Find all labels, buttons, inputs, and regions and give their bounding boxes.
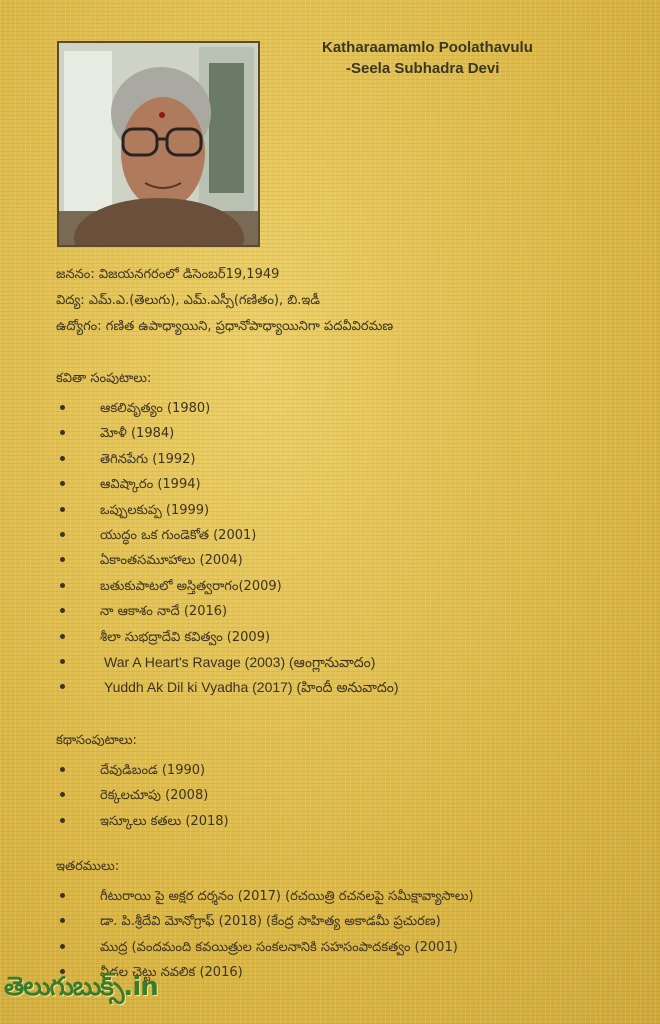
- author-name: -Seela Subhadra Devi: [346, 60, 500, 77]
- bullet-icon: [60, 634, 65, 639]
- bullet-icon: [60, 684, 65, 689]
- poetry-heading: కవితా సంపుటాలు:: [56, 371, 152, 386]
- site-watermark: తెలుగుబుక్స్.in: [4, 972, 158, 1002]
- list-item: ఏకాంతసమూహాలు (2004): [56, 548, 646, 573]
- list-item: ముద్ర (వందమంది కవయిత్రుల సంకలనానికి సహసంపాదకత్వం (2001): [56, 935, 646, 960]
- education-line: విద్య: ఎమ్.ఎ.(తెలుగు), ఎమ్.ఎస్సీ(గణితం), బి.ఇడీ: [56, 293, 320, 308]
- list-item: ఆవిష్కారం (1994): [56, 472, 646, 497]
- bullet-icon: [60, 767, 65, 772]
- list-item: War A Heart's Ravage (2003) (ఆంగ్లానువాదం): [56, 650, 646, 675]
- bullet-icon: [60, 608, 65, 613]
- bullet-icon: [60, 893, 65, 898]
- bullet-icon: [60, 430, 65, 435]
- others-heading: ఇతరములు:: [56, 859, 120, 874]
- bullet-icon: [60, 659, 65, 664]
- poetry-section: [56, 368, 646, 701]
- bullet-icon: [60, 583, 65, 588]
- list-item: బతుకుపాటలో అస్తిత్వరాగం(2009): [56, 574, 646, 599]
- poetry-list: [56, 396, 646, 701]
- list-item: తెగినపేగు (1992): [56, 447, 646, 472]
- list-item: శీలా సుభద్రాదేవి కవిత్వం (2009): [56, 625, 646, 650]
- book-header: [322, 38, 642, 80]
- bullet-icon: [60, 532, 65, 537]
- list-item: డా. పి.శ్రీదేవి మోనోగ్రాఫ్ (2018) (కేంద్ర సాహిత్య అకాడమీ ప్రచురణ): [56, 909, 646, 934]
- bullet-icon: [60, 507, 65, 512]
- list-item: Yuddh Ak Dil ki Vyadha (2017) (హిందీ అనువాదం): [56, 675, 646, 700]
- list-item: రెక్కలచూపు (2008): [56, 783, 646, 808]
- book-title: Katharaamamlo Poolathavulu: [322, 39, 533, 56]
- stories-heading: కథాసంపుటాలు:: [56, 733, 137, 748]
- bullet-icon: [60, 818, 65, 823]
- list-item: యుద్ధం ఒక గుండెకోత (2001): [56, 523, 646, 548]
- others-list: [56, 884, 646, 986]
- list-item: ఆకలివృత్యం (1980): [56, 396, 646, 421]
- list-item: ఒప్పులకుప్ప (1999): [56, 498, 646, 523]
- author-photo: [57, 41, 260, 247]
- list-item: మోళీ (1984): [56, 421, 646, 446]
- bullet-icon: [60, 792, 65, 797]
- bullet-icon: [60, 456, 65, 461]
- list-item: దేవుడిబండ (1990): [56, 758, 646, 783]
- bullet-icon: [60, 405, 65, 410]
- bullet-icon: [60, 944, 65, 949]
- bullet-icon: [60, 481, 65, 486]
- list-item: గీటురాయి పై అక్షర దర్శనం (2017) (రచయిత్రి రచనలపై సమీక్షావ్యాసాలు): [56, 884, 646, 909]
- birth-line: జననం: విజయనగరంలో డిసెంబర్19,1949: [56, 267, 280, 282]
- career-line: ఉద్యోగం: గణిత ఉపాధ్యాయిని, ప్రధానోపాధ్యాయినిగా పదవీవిరమణ: [56, 319, 394, 334]
- stories-section: [56, 730, 646, 834]
- stories-list: [56, 758, 646, 834]
- list-item: నీడల చెట్టు నవలిక (2016): [56, 960, 646, 985]
- others-section: [56, 856, 646, 986]
- bullet-icon: [60, 918, 65, 923]
- bullet-icon: [60, 557, 65, 562]
- list-item: నా ఆకాశం నాదే (2016): [56, 599, 646, 624]
- list-item: ఇస్కూలు కతలు (2018): [56, 809, 646, 834]
- bio-section: [56, 262, 636, 340]
